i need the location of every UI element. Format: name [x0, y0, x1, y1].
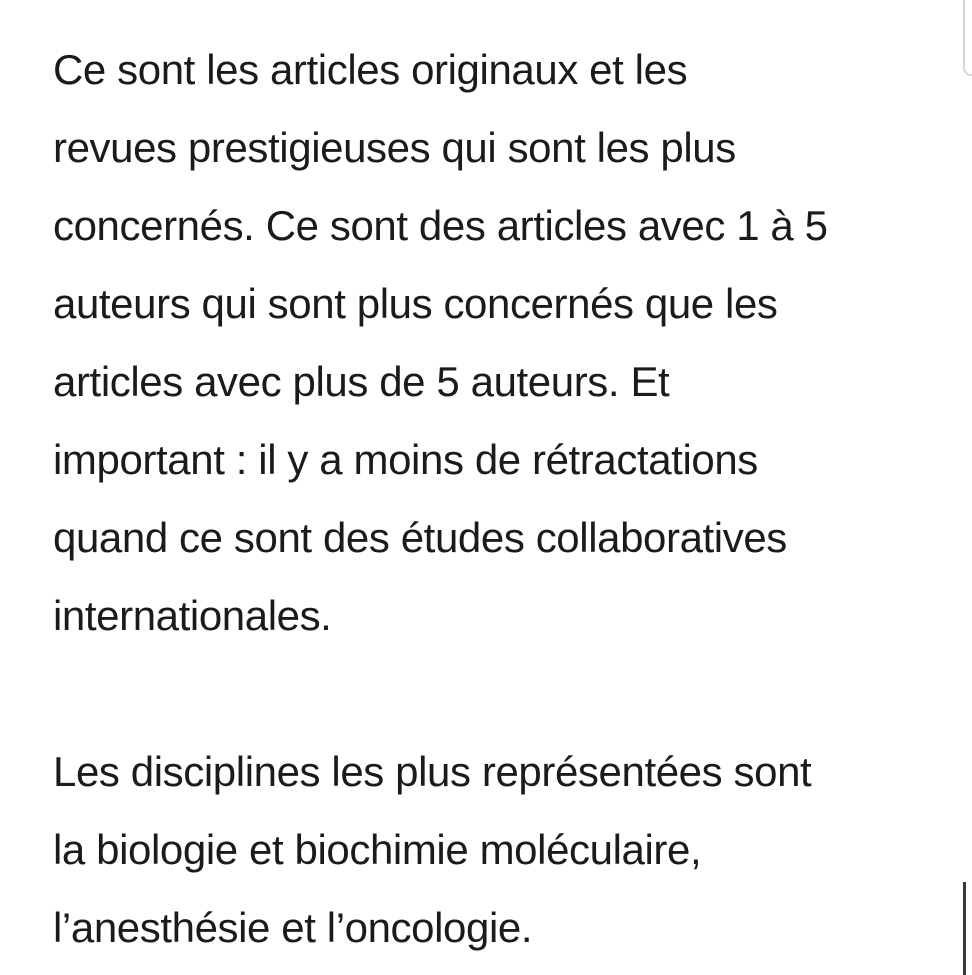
text-line: Ce sont les articles originaux et les — [53, 46, 688, 93]
text-line: quand ce sont des études collaboratives — [53, 514, 787, 561]
article-body — [53, 31, 933, 967]
text-line: concernés. Ce sont des articles avec 1 à 5 — [53, 202, 828, 249]
paragraph-disciplines — [53, 733, 933, 967]
text-line: important : il y a moins de rétractations — [53, 436, 758, 483]
text-line: Les disciplines les plus représentées sont — [53, 748, 812, 795]
scrollbar-track-top[interactable] — [963, 0, 972, 76]
text-line: la biologie et biochimie moléculaire, — [53, 826, 702, 873]
text-line: revues prestigieuses qui sont les plus — [53, 124, 736, 171]
scrollbar-thumb[interactable] — [963, 882, 966, 975]
text-line: internationales. — [53, 592, 332, 639]
paragraph-retractions — [53, 31, 933, 655]
text-line: auteurs qui sont plus concernés que les — [53, 280, 778, 327]
text-line: l’anesthésie et l’oncologie. — [53, 904, 533, 951]
text-line: articles avec plus de 5 auteurs. Et — [53, 358, 670, 405]
